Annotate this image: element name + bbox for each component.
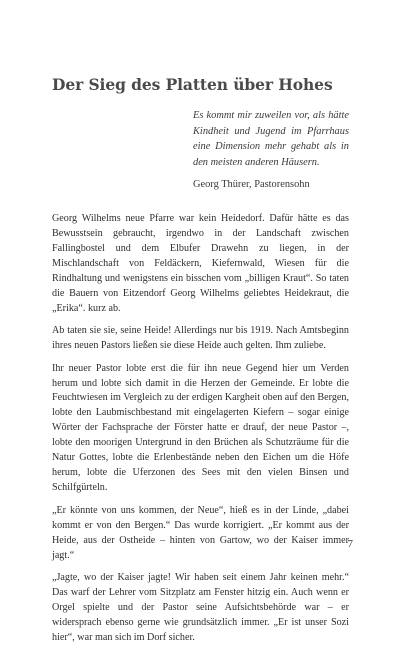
epigraph-quote: Es kommt mir zuweilen vor, als hätte Kindheit und Jugend im Pfarrhaus eine Dimension mehr gehabt als in den meisten anderen Häusern. (193, 110, 349, 168)
page-number: 7 (347, 538, 353, 550)
paragraph: Ab taten sie sie, seine Heide! Allerdings nur bis 1919. Nach Amtsbeginn ihres neuen Pastors ließen sie diese Heide auch gelten. Ihm zuliebe. (52, 325, 349, 352)
paragraph: Ihr neuer Pastor lobte erst die für ihn neue Gegend hier um Verden herum und lobte sich damit in die Herzen der Gemeinde. Er lobte die Feuchtwiesen im Vergleich zu der erdigen Kargheit oben auf den Bergen, lobte den Laubmischbestand mit eingelagerten Kiefern – sogar einige Wörter der Fachsprache der Förster hatte er drauf, der neue Pastor –, lobte den moorigen Untergrund in den Brüchen als Schutzräume für die Natur Gottes, lobte die Erlenbestände neben den Eichen um die Höfe herum, lobte die Uferzonen des Sees mit den vielen Binsen und Schilfgürteln. (52, 362, 349, 494)
epigraph-source: Georg Thürer, Pastorensohn (193, 179, 310, 190)
paragraph: „Jagte, wo der Kaiser jagte! Wir haben seit einem Jahr keinen mehr.“ Das warf der Lehrer vom Sitzplatz am Fenster hitzig ein. Auch wenn er Orgel spielte und der Pastor seine Aufsichtsbehörde war – er widersprach ebenso gerne wie grundsätzlich immer. „Er ist unser Sozi hier“, war man sich im Dorf sicher. (52, 571, 349, 643)
paragraph: „Er könnte von uns kommen, der Neue“, hieß es in der Linde, „dabei kommt er von den Bergen.“ Das wurde korrigiert. „Er kommt aus der Heide, aus der Ostheide – hinten von Gartow, wo der Kaiser immer jagt.“ (52, 504, 349, 561)
chapter-title: Der Sieg des Platten über Hohes (52, 75, 333, 94)
paragraph: Georg Wilhelms neue Pfarre war kein Heidedorf. Dafür hätte es das Bewusstsein gebraucht, irgendwo in der Landschaft zwischen Fallingbostel und dem Elbufer Drawehn zu liegen, in der Mischlandschaft von Feldäckern, Kiefernwald, Wiesen für die Rindhaltung und wenigstens ein bisschen vom „billigen Kraut“. So taten die Bauern von Eitzendorf Georg Wilhelms geliebtes Heidekraut, die „Erika“. kurz ab. (52, 213, 349, 314)
body-text (52, 212, 349, 653)
